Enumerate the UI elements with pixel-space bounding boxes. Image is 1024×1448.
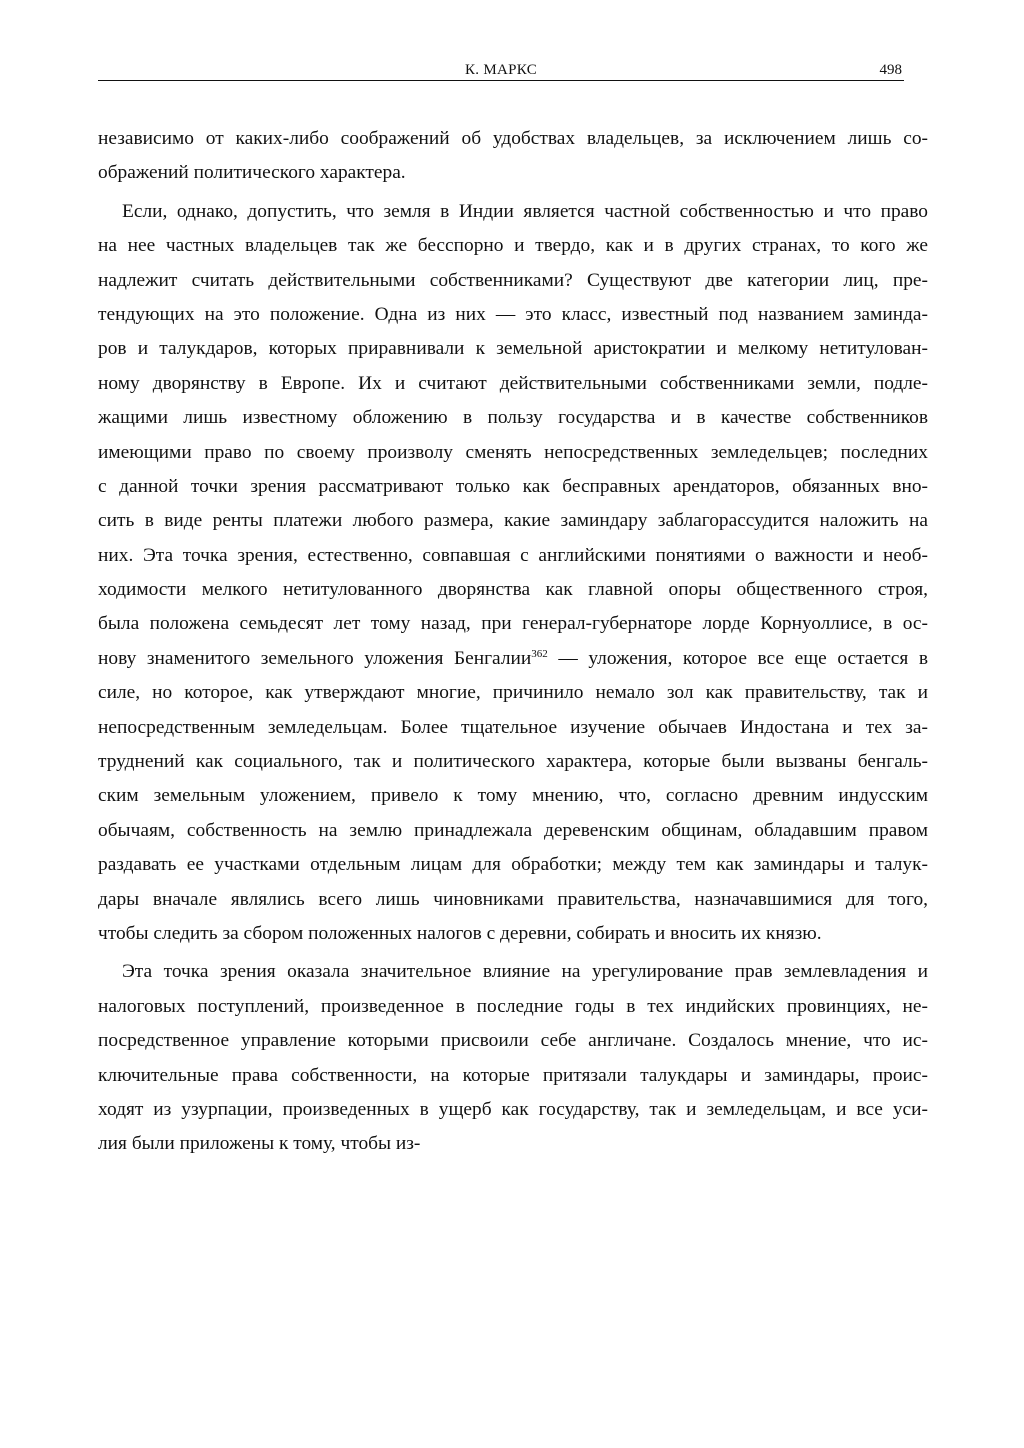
text-line: ходят из узурпации, произведенных в ущерб как государству, так и земледельцам, и все уси- — [98, 1098, 928, 1120]
text-line: независимо от каких-либо соображений об удобствах владельцев, за исключением лишь со- — [98, 128, 928, 149]
text-segment: нову знаменитого земельного уложения Бенгалии — [98, 647, 532, 669]
text-line: тендующих на это положение. Одна из них — это класс, известный под названием заминда- — [98, 303, 928, 325]
text-line: сить в виде ренты платежи любого размера, какие заминдару заблагорассудится наложить на — [98, 510, 928, 532]
text-line: была положена семьдесят лет тому назад, при генерал-губернаторе лорде Корнуоллисе, в ос- — [98, 613, 928, 635]
paragraph-1 — [98, 122, 928, 191]
text-line: посредственное управление которыми присвоили себе англичане. Создалось мнение, что ис- — [98, 1030, 928, 1052]
page-number: 498 — [879, 62, 902, 78]
text-line: на нее частных владельцев так же бесспорно и твердо, как и в других странах, то кого же — [98, 235, 928, 257]
text-line: ключительные права собственности, на которые притязали талукдары и заминдары, проис- — [98, 1064, 928, 1086]
text-line: ходимости мелкого нетитулованного дворянства как главной опоры общественного строя, — [98, 579, 928, 601]
text-line: ским земельным уложением, привело к тому мнению, что, согласно древним индусским — [98, 785, 928, 807]
text-line: дары вначале являлись всего лишь чиновниками правительства, назначавшимися для того, — [98, 888, 928, 910]
text-line: налоговых поступлений, произведенное в последние годы в тех индийских провинциях, не- — [98, 995, 928, 1017]
text-line-footnote — [98, 642, 928, 676]
running-header — [98, 60, 904, 81]
text-line: Эта точка зрения оказала значительное влияние на урегулирование прав землевладения и — [122, 961, 928, 983]
text-line: Если, однако, допустить, что земля в Индии является частной собственностью и что право — [122, 200, 928, 222]
text-line: с данной точки зрения рассматривают только как бесправных арендаторов, обязанных вно- — [98, 475, 928, 497]
text-line: ображений политического характера. — [98, 162, 406, 184]
text-line: силе, но которое, как утверждают многие, причинило немало зол как правительству, так и — [98, 682, 928, 704]
text-line: жащими лишь известному обложению в пользу государства и в качестве собственников — [98, 407, 928, 429]
body-text — [98, 122, 928, 1162]
text-line: чтобы следить за сбором положенных налогов с деревни, собирать и вносить их князю. — [98, 922, 822, 944]
text-line: раздавать ее участками отдельным лицам для обработки; между тем как заминдары и талук- — [98, 854, 928, 876]
paragraph-2 — [98, 195, 928, 952]
text-line: ному дворянству в Европе. Их и считают действительными собственниками земли, подле- — [98, 372, 928, 394]
text-line: труднений как социального, так и политического характера, которые были вызваны бенгаль- — [98, 751, 928, 773]
text-line: лия были приложены к тому, чтобы из- — [98, 1133, 421, 1155]
text-line: непосредственным земледельцам. Более тщательное изучение обычаев Индостана и тех за- — [98, 716, 928, 738]
text-line: надлежит считать действительными собственниками? Существуют две категории лиц, пре- — [98, 269, 928, 291]
text-line: них. Эта точка зрения, естественно, совпавшая с английскими понятиями о важности и необ- — [98, 544, 928, 566]
text-line: имеющими право по своему произволу сменять непосредственных земледельцев; последних — [98, 441, 928, 463]
text-segment: — уложения, которое все еще остается в — [547, 647, 928, 669]
header-author: К. МАРКС — [464, 62, 538, 78]
footnote-reference[interactable]: 362 — [531, 647, 548, 660]
paragraph-3 — [98, 955, 928, 1161]
text-line: ров и талукдаров, которых приравнивали к земельной аристократии и мелкому нетитулован- — [98, 338, 928, 360]
text-line: обычаям, собственность на землю принадлежала деревенским общинам, обладавшим правом — [98, 819, 928, 841]
